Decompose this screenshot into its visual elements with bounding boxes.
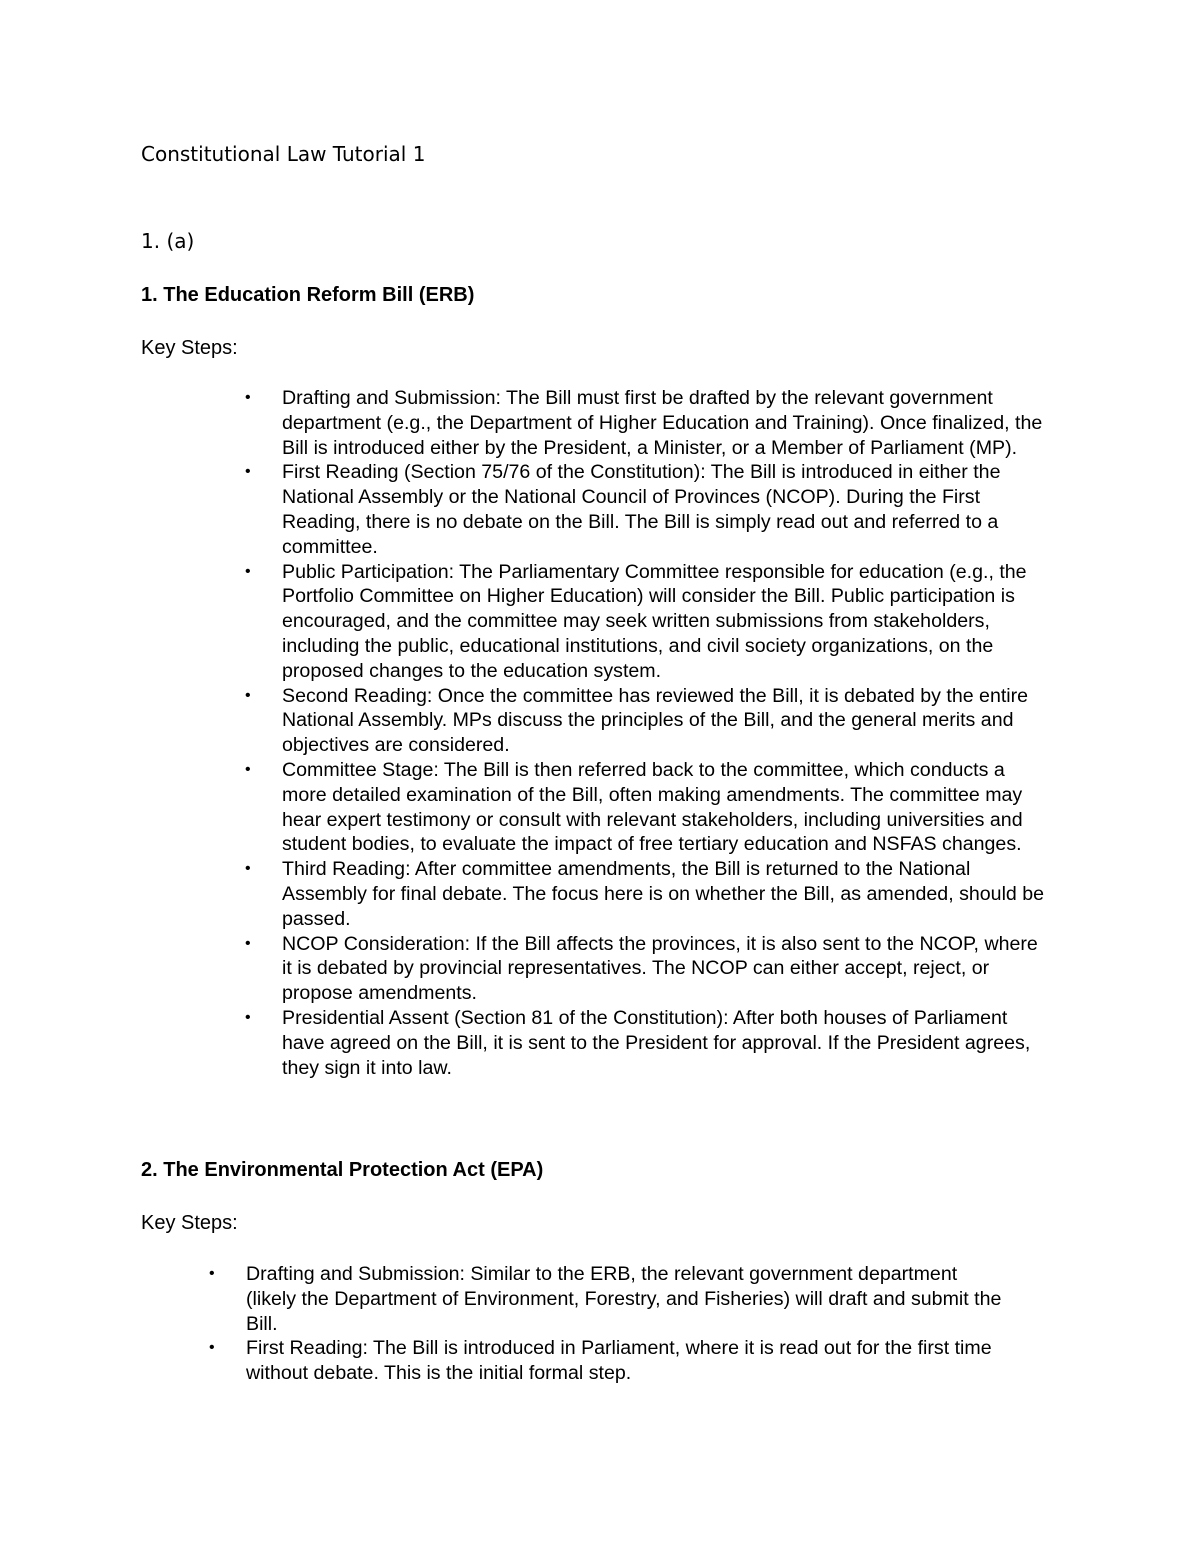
bullet-icon: • <box>245 860 251 878</box>
bullet-icon: • <box>245 934 251 952</box>
step-text: NCOP Consideration: If the Bill affects the provinces, it is also sent to the NCOP, where it is debated by provincial representatives. The NCOP can either accept, reject, or propose amendments. <box>282 932 1038 1005</box>
bullet-icon: • <box>245 562 251 580</box>
list-item <box>245 758 1050 857</box>
bullet-icon: • <box>209 1339 215 1357</box>
step-text: Drafting and Submission: The Bill must first be drafted by the relevant government department (e.g., the Department of Higher Education and Training). Once finalized, the Bill is introduced either by the President, a Minister, or a Member of Parliament (MP). <box>282 387 1043 459</box>
step-text: Presidential Assent (Section 81 of the Constitution): After both houses of Parliament have agreed on the Bill, it is sent to the President for approval. If the President agrees, they sign it into law. <box>282 1006 1031 1079</box>
list-item <box>245 932 1050 1006</box>
step-text: Committee Stage: The Bill is then referred back to the committee, which conducts a more detailed examination of the Bill, often making amendments. The committee may hear expert testimony or consult with relevant stakeholders, including universities and student bodies, to evaluate the impact of free tertiary education and NSFAS changes. <box>282 758 1023 856</box>
list-item <box>209 1336 1009 1386</box>
list-item <box>245 560 1050 684</box>
step-text: Drafting and Submission: Similar to the ERB, the relevant government department (likely the Department of Environment, Forestry, and Fisheries) will draft and submit the Bill. <box>246 1263 1002 1335</box>
list-item <box>209 1262 1009 1336</box>
list-item <box>245 684 1050 758</box>
section-heading-epa: 2. The Environmental Protection Act (EPA) <box>141 1159 544 1181</box>
bullet-icon: • <box>245 463 251 481</box>
step-text: Third Reading: After committee amendments, the Bill is returned to the National Assembly for final debate. The focus here is on whether the Bill, as amended, should be passed. <box>282 858 1045 930</box>
list-item <box>245 1006 1050 1080</box>
question-number: 1. (a) <box>141 229 195 253</box>
list-item <box>245 460 1050 559</box>
step-text: First Reading: The Bill is introduced in Parliament, where it is read out for the first time without debate. This is the initial formal step. <box>246 1337 992 1385</box>
step-text: Second Reading: Once the committee has reviewed the Bill, it is debated by the entire National Assembly. MPs discuss the principles of the Bill, and the general merits and objectives are considered. <box>282 684 1029 757</box>
epa-steps-list <box>209 1262 1009 1386</box>
key-steps-label-erb: Key Steps: <box>141 337 238 359</box>
step-text: First Reading (Section 75/76 of the Constitution): The Bill is introduced in either the National Assembly or the National Council of Provinces (NCOP). During the First Reading, there is no debate on the Bill. The Bill is simply read out and referred to a committee. <box>282 461 1001 558</box>
step-text: Public Participation: The Parliamentary Committee responsible for education (e.g., the Portfolio Committee on Higher Education) will consider the Bill. Public participation is encouraged, and the committee may seek written submissions from stakeholders, including the public, educational institutions, and civil society organizations, on the proposed changes to the education system. <box>282 560 1027 682</box>
bullet-icon: • <box>245 1008 251 1026</box>
bullet-icon: • <box>245 760 251 778</box>
list-item <box>245 857 1050 931</box>
bullet-icon: • <box>245 686 251 704</box>
key-steps-label-epa: Key Steps: <box>141 1212 238 1234</box>
bullet-icon: • <box>245 389 251 406</box>
bullet-icon: • <box>209 1265 215 1282</box>
list-item <box>245 386 1050 460</box>
erb-steps-list <box>245 386 1050 1080</box>
document-title: Constitutional Law Tutorial 1 <box>141 142 426 166</box>
section-heading-erb: 1. The Education Reform Bill (ERB) <box>141 284 475 306</box>
